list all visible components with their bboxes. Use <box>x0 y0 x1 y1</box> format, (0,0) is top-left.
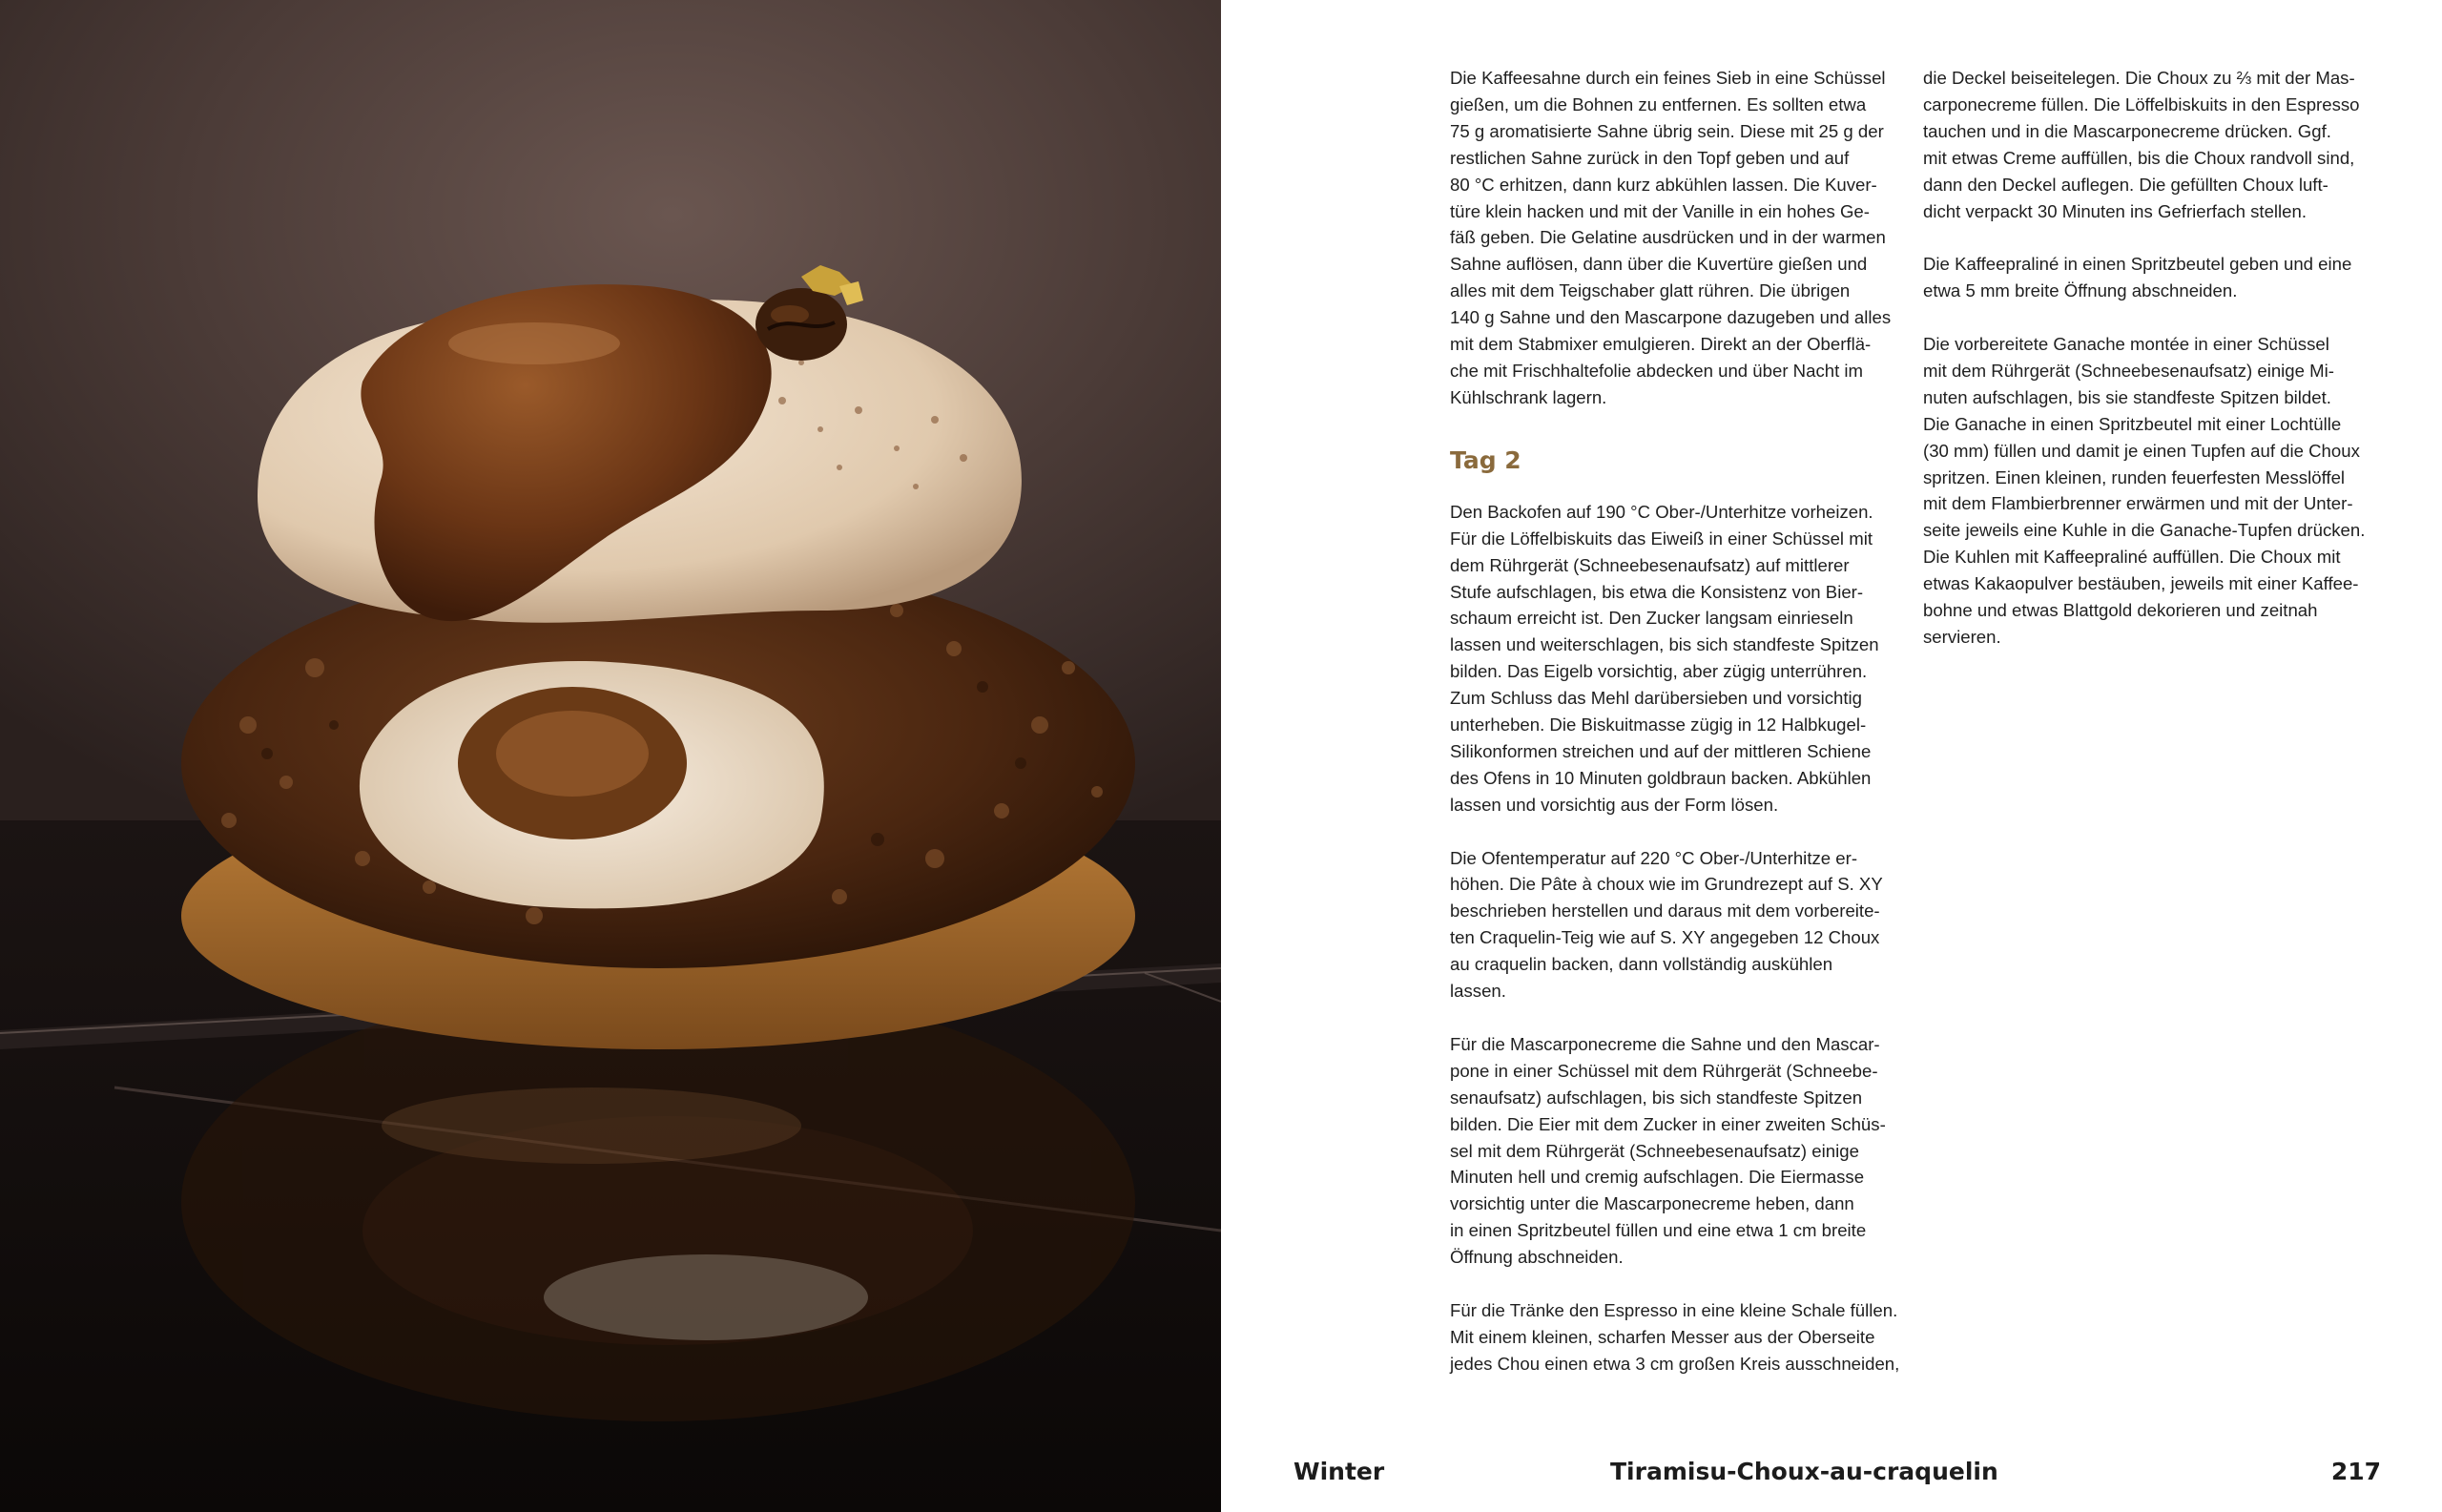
text-line: Für die Löffelbiskuits das Eiweiß in einer Schüssel mit <box>1450 528 1873 549</box>
text-line: 75 g aromatisierte Sahne übrig sein. Diese mit 25 g der <box>1450 120 1884 141</box>
text-line: etwa 5 mm breite Öffnung abschneiden. <box>1923 280 2238 301</box>
text-line: etwas Kakaopulver bestäuben, jeweils mit einer Kaffee- <box>1923 573 2359 594</box>
text-line: gießen, um die Bohnen zu entfernen. Es sollten etwa <box>1450 93 1867 114</box>
text-line: dem Rührgerät (Schneebesenaufsatz) auf mittlerer <box>1450 554 1850 575</box>
text-line: türe klein hacken und mit der Vanille in ein hohes Ge- <box>1450 200 1870 221</box>
section-heading-tag-2: Tag 2 <box>1450 445 1521 474</box>
footer-section-label: Winter <box>1293 1458 1385 1485</box>
text-line: lassen. <box>1450 981 1506 1002</box>
text-line: Stufe aufschlagen, bis etwa die Konsistenz von Bier- <box>1450 581 1864 602</box>
paragraph-choux-fuellen <box>1923 65 2373 224</box>
text-line: carponecreme füllen. Die Löffelbiskuits in den Espresso <box>1923 93 2360 114</box>
text-line: Für die Tränke den Espresso in eine kleine Schale füllen. <box>1450 1299 1898 1320</box>
text-line: schaum erreicht ist. Den Zucker langsam einrieseln <box>1450 608 1853 629</box>
text-line: Mit einem kleinen, scharfen Messer aus der Oberseite <box>1450 1326 1875 1347</box>
text-line: lassen und vorsichtig aus der Form lösen. <box>1450 794 1779 815</box>
paragraph-kaffeepraline <box>1923 251 2373 304</box>
paragraph-loeffelbiskuits <box>1450 499 1900 818</box>
text-line: mit etwas Creme auffüllen, bis die Choux randvoll sind, <box>1923 147 2355 168</box>
text-line: senaufsatz) aufschlagen, bis sich standfeste Spitzen <box>1450 1087 1863 1108</box>
text-line: Die Ofentemperatur auf 220 °C Ober-/Unterhitze er- <box>1450 847 1858 868</box>
text-line: mit dem Flambierbrenner erwärmen und mit der Unter- <box>1923 493 2353 514</box>
text-line: 80 °C erhitzen, dann kurz abkühlen lassen. Die Kuver- <box>1450 174 1877 195</box>
text-line: Öffnung abschneiden. <box>1450 1247 1624 1268</box>
text-line: nuten aufschlagen, bis sie standfeste Spitzen bildet. <box>1923 386 2331 407</box>
text-line: dicht verpackt 30 Minuten ins Gefrierfach stellen. <box>1923 200 2307 221</box>
page-number: 217 <box>2330 1458 2381 1485</box>
text-line: che mit Frischhaltefolie abdecken und über Nacht im <box>1450 360 1864 381</box>
text-line: Sahne auflösen, dann über die Kuvertüre gießen und <box>1450 254 1868 275</box>
text-line: Kühlschrank lagern. <box>1450 386 1607 407</box>
paragraph-traenke <box>1450 1297 1900 1377</box>
text-line: fäß geben. Die Gelatine ausdrücken und in der warmen <box>1450 227 1886 248</box>
text-line: tauchen und in die Mascarponecreme drücken. Ggf. <box>1923 120 2331 141</box>
text-line: spritzen. Einen kleinen, runden feuerfesten Messlöffel <box>1923 466 2346 487</box>
text-line: Die Kaffeesahne durch ein feines Sieb in eine Schüssel <box>1450 68 1886 88</box>
text-line: in einen Spritzbeutel füllen und eine etwa 1 cm breite <box>1450 1220 1867 1241</box>
text-line: Für die Mascarponecreme die Sahne und den Mascar- <box>1450 1033 1880 1054</box>
text-line: Die Ganache in einen Spritzbeutel mit einer Lochtülle <box>1923 413 2342 434</box>
paragraph-pate-a-choux <box>1450 845 1900 1005</box>
text-column-left <box>1450 65 1900 1404</box>
text-line: sel mit dem Rührgerät (Schneebesenaufsatz) einige <box>1450 1140 1859 1161</box>
text-page <box>1221 0 2442 1512</box>
text-line: dann den Deckel auflegen. Die gefüllten Choux luft- <box>1923 174 2328 195</box>
text-line: mit dem Stabmixer emulgieren. Direkt an der Oberflä- <box>1450 334 1872 355</box>
text-line: die Deckel beiseitelegen. Die Choux zu ⅔ mit der Mas- <box>1923 68 2355 88</box>
text-line: restlichen Sahne zurück in den Topf geben und auf <box>1450 147 1850 168</box>
text-line: ten Craquelin-Teig wie auf S. XY angegeben 12 Choux <box>1450 927 1880 948</box>
text-line: 140 g Sahne und den Mascarpone dazugeben und alles <box>1450 307 1892 328</box>
text-line: bilden. Die Eier mit dem Zucker in einer zweiten Schüs- <box>1450 1113 1886 1134</box>
text-line: Zum Schluss das Mehl darübersieben und vorsichtig <box>1450 688 1863 709</box>
text-line: alles mit dem Teigschaber glatt rühren. Die übrigen <box>1450 280 1851 301</box>
footer-recipe-title: Tiramisu-Choux-au-craquelin <box>1610 1458 1998 1485</box>
text-line: Die vorbereitete Ganache montée in einer Schüssel <box>1923 334 2329 355</box>
text-line: vorsichtig unter die Mascarponecreme heben, dann <box>1450 1193 1854 1214</box>
paragraph-kaffeesahne <box>1450 65 1900 411</box>
text-line: unterheben. Die Biskuitmasse zügig in 12 Halbkugel- <box>1450 715 1867 735</box>
text-line: (30 mm) füllen und damit je einen Tupfen auf die Choux <box>1923 440 2360 461</box>
text-line: beschrieben herstellen und daraus mit dem vorbereite- <box>1450 901 1880 922</box>
paragraph-mascarponecreme <box>1450 1031 1900 1271</box>
text-line: Den Backofen auf 190 °C Ober-/Unterhitze vorheizen. <box>1450 501 1873 522</box>
text-column-right <box>1923 65 2373 677</box>
text-line: au craquelin backen, dann vollständig auskühlen <box>1450 954 1833 975</box>
text-line: pone in einer Schüssel mit dem Rührgerät (Schneebe- <box>1450 1060 1878 1081</box>
text-line: bilden. Das Eigelb vorsichtig, aber zügig unterrühren. <box>1450 661 1868 682</box>
text-line: Silikonformen streichen und auf der mittleren Schiene <box>1450 740 1872 761</box>
text-line: Die Kaffeepraliné in einen Spritzbeutel geben und eine <box>1923 254 2352 275</box>
text-line: lassen und weiterschlagen, bis sich standfeste Spitzen <box>1450 634 1879 655</box>
text-line: mit dem Rührgerät (Schneebesenaufsatz) einige Mi- <box>1923 360 2334 381</box>
paragraph-ganache <box>1923 331 2373 651</box>
text-line: servieren. <box>1923 627 2001 647</box>
text-line: höhen. Die Pâte à choux wie im Grundrezept auf S. XY <box>1450 874 1883 895</box>
text-line: jedes Chou einen etwa 3 cm großen Kreis ausschneiden, <box>1450 1353 1900 1374</box>
text-line: seite jeweils eine Kuhle in die Ganache-Tupfen drücken. <box>1923 520 2366 541</box>
text-line: Die Kuhlen mit Kaffeepraliné auffüllen. Die Choux mit <box>1923 547 2341 568</box>
text-line: Minuten hell und cremig aufschlagen. Die Eiermasse <box>1450 1167 1865 1188</box>
text-line: des Ofens in 10 Minuten goldbraun backen. Abkühlen <box>1450 767 1872 788</box>
text-line: bohne und etwas Blattgold dekorieren und zeitnah <box>1923 600 2318 621</box>
